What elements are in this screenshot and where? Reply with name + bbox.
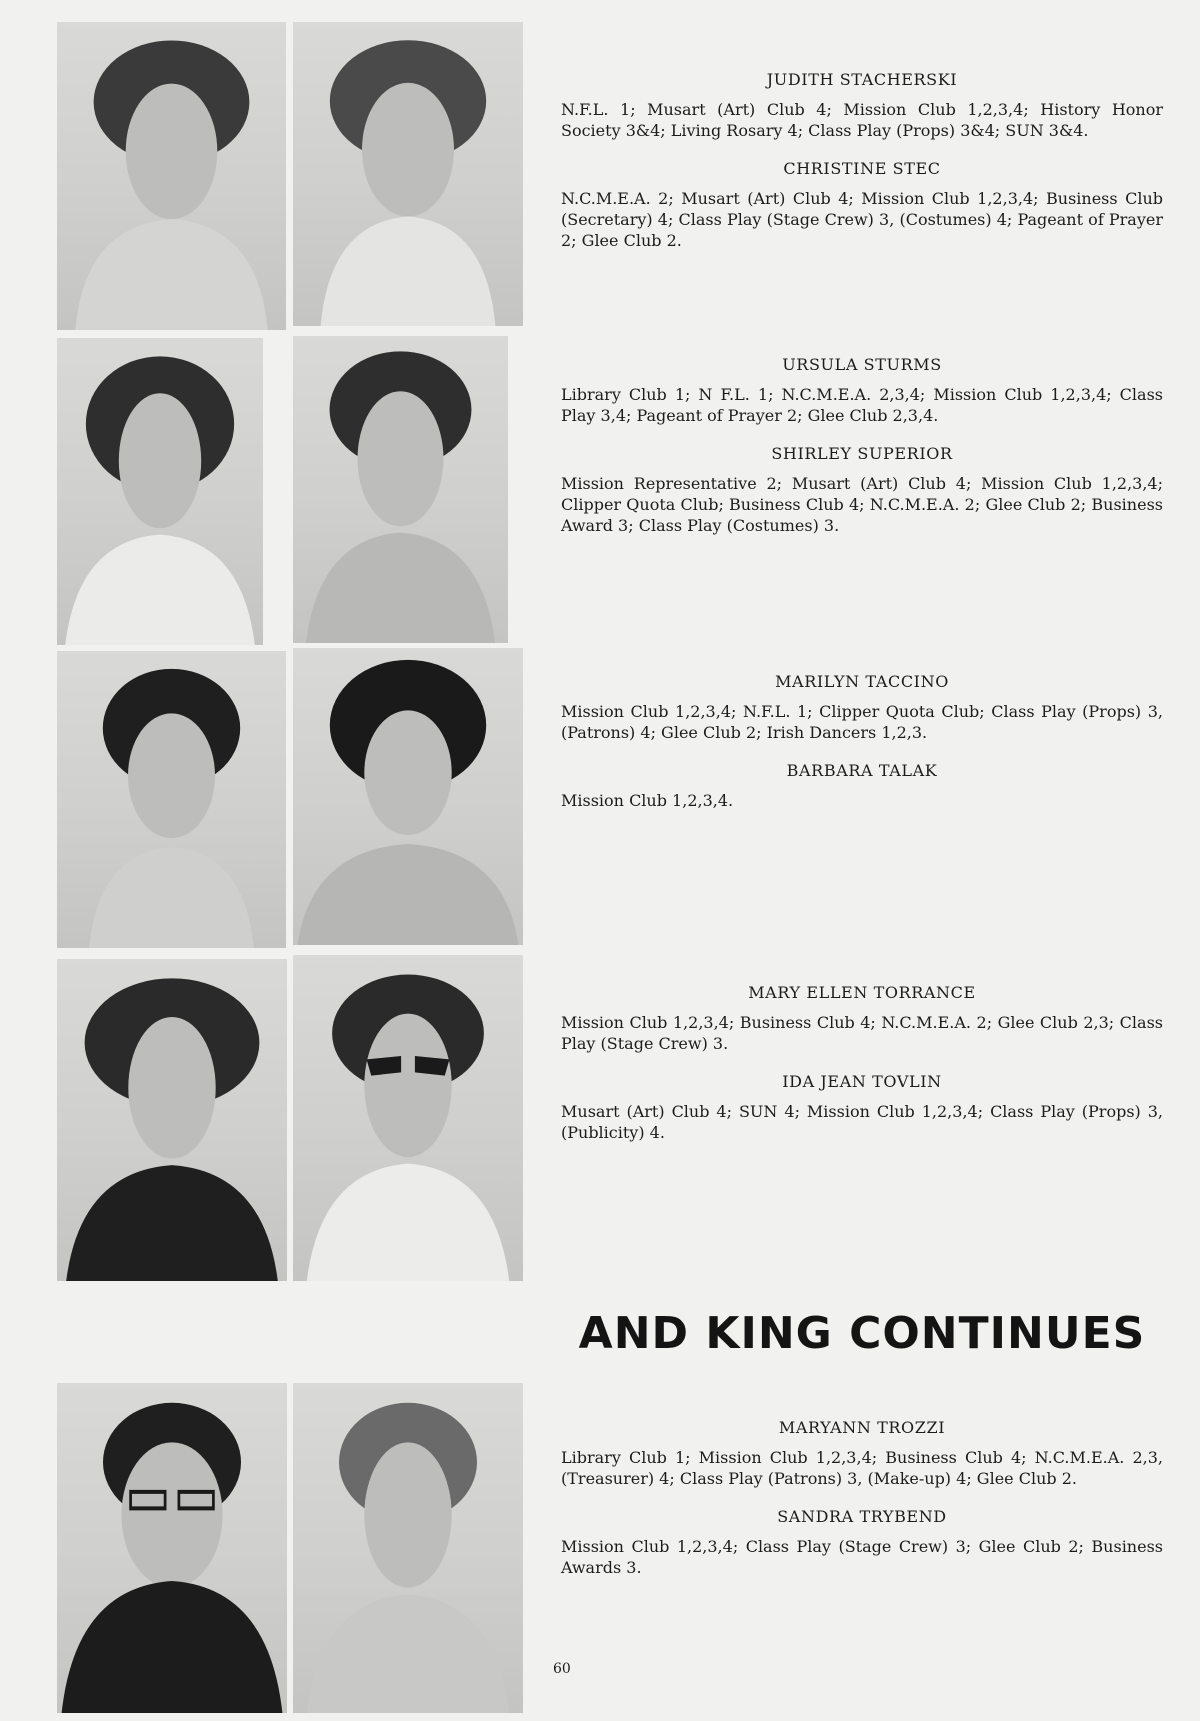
student-activities: Mission Club 1,2,3,4; N.F.L. 1; Clipper Quota Club; Class Play (Props) 3, (Patrons) 4; Glee Club 2; Irish Dancers 1,2,3. <box>561 702 1163 742</box>
student-activities: Mission Club 1,2,3,4. <box>561 791 734 810</box>
portrait-photo-barbara-talak <box>293 648 523 945</box>
student-name: BARBARA TALAK <box>786 761 938 780</box>
student-activities: Musart (Art) Club 4; SUN 4; Mission Club 1,2,3,4; Class Play (Props) 3, (Publicity) 4. <box>561 1102 1163 1142</box>
student-name: MARY ELLEN TORRANCE <box>748 983 976 1002</box>
page-number: 60 <box>553 1661 571 1677</box>
student-activities: Library Club 1; N F.L. 1; N.C.M.E.A. 2,3,4; Mission Club 1,2,3,4; Class Play 3,4; Pageant of Prayer 2; Glee Club 2,3,4. <box>561 385 1163 425</box>
student-name: SHIRLEY SUPERIOR <box>771 444 953 463</box>
portrait-photo-maryann-trozzi <box>57 1383 287 1713</box>
student-activities: N.C.M.E.A. 2; Musart (Art) Club 4; Mission Club 1,2,3,4; Business Club (Secretary) 4; Class Play (Stage Crew) 3, (Costumes) 4; Pageant of Prayer 2; Glee Club 2. <box>561 189 1163 250</box>
student-activities: Library Club 1; Mission Club 1,2,3,4; Business Club 4; N.C.M.E.A. 2,3, (Treasurer) 4; Class Play (Patrons) 3, (Make-up) 4; Glee Club 2. <box>561 1448 1163 1488</box>
student-name: JUDITH STACHERSKI <box>766 70 958 89</box>
bio-block-row-2 <box>561 355 1163 554</box>
portrait-photo-marilyn-taccino <box>57 651 286 948</box>
student-name: MARYANN TROZZI <box>778 1418 946 1437</box>
portrait-photo-christine-stec <box>293 22 523 326</box>
portrait-photo-sandra-trybend <box>293 1383 523 1713</box>
student-activities: Mission Club 1,2,3,4; Class Play (Stage Crew) 3; Glee Club 2; Business Awards 3. <box>561 1537 1163 1577</box>
student-name: CHRISTINE STEC <box>783 159 941 178</box>
student-name: SANDRA TRYBEND <box>777 1507 947 1526</box>
section-headline: AND KING CONTINUES <box>578 1308 1146 1359</box>
bio-block-row-3 <box>561 672 1163 829</box>
portrait-photo-ursula-sturms <box>57 338 263 645</box>
student-name: MARILYN TACCINO <box>775 672 949 691</box>
bio-block-row-4 <box>561 983 1163 1161</box>
portrait-photo-shirley-superior <box>293 336 508 643</box>
student-name: IDA JEAN TOVLIN <box>782 1072 942 1091</box>
student-activities: N.F.L. 1; Musart (Art) Club 4; Mission Club 1,2,3,4; History Honor Society 3&4; Living Rosary 4; Class Play (Props) 3&4; SUN 3&4. <box>561 100 1163 140</box>
student-name: URSULA STURMS <box>782 355 942 374</box>
portrait-photo-ida-jean-tovlin <box>293 955 523 1281</box>
portrait-photo-mary-ellen-torrance <box>57 959 287 1281</box>
portrait-photo-judith-stacherski <box>57 22 286 330</box>
bio-block-row-5 <box>561 1418 1163 1596</box>
student-activities: Mission Representative 2; Musart (Art) Club 4; Mission Club 1,2,3,4; Clipper Quota Club; Business Club 4; N.C.M.E.A. 2; Glee Club 2; Business Award 3; Class Play (Costumes) 3. <box>561 474 1163 535</box>
bio-block-row-1 <box>561 70 1163 269</box>
student-activities: Mission Club 1,2,3,4; Business Club 4; N.C.M.E.A. 2; Glee Club 2,3; Class Play (Stage Crew) 3. <box>561 1013 1163 1053</box>
